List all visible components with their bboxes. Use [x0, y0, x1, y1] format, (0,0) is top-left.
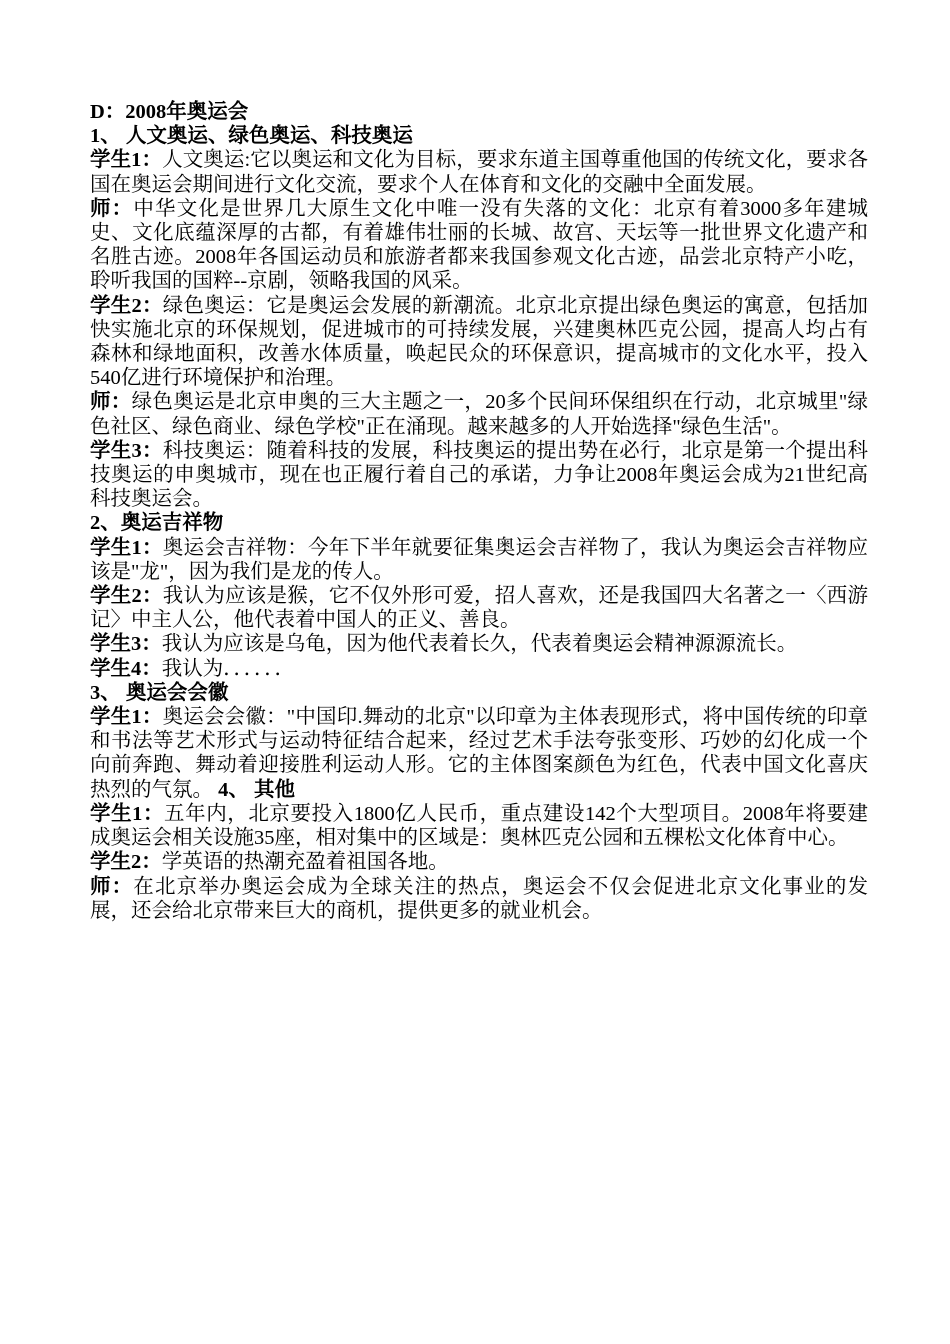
- paragraph: [90, 875, 868, 923]
- section-heading: 3、 奥运会会徽: [90, 681, 229, 704]
- speaker-label: 学生2：: [90, 294, 163, 317]
- paragraph-text: 奥运会会徽："中国印.舞动的北京"以印章为主体表现形式，将中国传统的印章和书法等艺术形式与运动特征结合起来，经过艺术手法夸张变形、巧妙的幻化成一个向前奔跑、舞动着迎接胜利运动人形。它的主体图案颜色为红色，代表中国文化喜庆热烈的气氛。: [90, 706, 869, 801]
- paragraph: [90, 850, 868, 874]
- speaker-label: 学生2：: [90, 851, 162, 874]
- speaker-label: 学生1：: [90, 706, 163, 729]
- paragraph: [90, 148, 868, 196]
- paragraph: [90, 536, 868, 584]
- paragraph-text: 科技奥运：随着科技的发展，科技奥运的提出势在必行，北京是第一个提出科技奥运的申奥城市，现在也正履行着自己的承诺，力争让2008年奥运会成为21世纪高科技奥运会。: [90, 439, 868, 511]
- document-title: D：2008年奥运会: [90, 101, 249, 123]
- paragraph-text: 绿色奥运：它是奥运会发展的新潮流。北京北京提出绿色奥运的寓意，包括加快实施北京的环保规划，促进城市的可持续发展，兴建奥林匹克公园，提高人均占有森林和绿地面积，改善水体质量，唤起民众的环保意识，提高城市的文化水平，投入540亿进行环境保护和治理。: [90, 294, 868, 390]
- paragraph-text: 五年内，北京要投入1800亿人民币，重点建设142个大型项目。2008年将要建成奥运会相关设施35座，相对集中的区域是：奥林匹克公园和五棵松文化体育中心。: [90, 802, 869, 850]
- paragraph-text: 我认为应该是猴，它不仅外形可爱，招人喜欢，还是我国四大名著之一〈西游记〉中主人公，他代表着中国人的正义、善良。: [90, 585, 868, 632]
- paragraph: [90, 657, 868, 681]
- section-heading: 1、 人文奥运、绿色奥运、科技奥运: [90, 125, 413, 148]
- speaker-label: 学生1：: [90, 802, 165, 825]
- speaker-label: 学生3：: [90, 633, 162, 656]
- speaker-label: 学生2：: [90, 585, 163, 608]
- paragraph-text: 中华文化是世界几大原生文化中唯一没有失落的文化：北京有着3000多年建城史、文化底蕴深厚的古都，有着雄伟壮丽的长城、故宫、天坛等一批世界文化遗产和名胜古迹。2008年各国运动员和旅游者都来我国参观文化古迹，品尝北京特产小吃，聆听我国的国粹--京剧，领略我国的风采。: [90, 197, 869, 293]
- paragraph-text: 我认为．．．．．．: [161, 657, 295, 680]
- paragraph: [90, 294, 868, 391]
- paragraph: [90, 802, 868, 850]
- paragraph-text: 学英语的热潮充盈着祖国各地。: [161, 851, 449, 874]
- paragraph-text: 我认为应该是乌龟，因为他代表着长久，代表着奥运会精神源源流长。: [161, 633, 798, 656]
- paragraph-text: 绿色奥运是北京申奥的三大主题之一，20多个民间环保组织在行动，北京城里"绿色社区、绿色商业、绿色学校"正在涌现。越来越多的人开始选择"绿色生活"。: [90, 391, 868, 438]
- speaker-label: 学生4：: [90, 657, 162, 680]
- paragraph: [90, 584, 868, 632]
- speaker-label: 师：: [90, 875, 134, 898]
- paragraph: [90, 705, 868, 802]
- speaker-label: 学生1：: [90, 536, 163, 559]
- speaker-label: 学生3：: [90, 439, 163, 462]
- paragraph: [90, 439, 868, 512]
- section-heading: 2、奥运吉祥物: [90, 512, 224, 535]
- speaker-label: 学生1：: [90, 149, 163, 172]
- inline-section-heading: 4、 其他: [218, 778, 295, 801]
- speaker-label: 师：: [90, 391, 132, 414]
- paragraph-text: 在北京举办奥运会成为全球关注的热点，奥运会不仅会促进北京文化事业的发展，还会给北京带来巨大的商机，提供更多的就业机会。: [90, 875, 869, 922]
- paragraph: [90, 632, 868, 656]
- paragraph-text: 奥运会吉祥物：今年下半年就要征集奥运会吉祥物了，我认为奥运会吉祥物应该是"龙"，因为我们是龙的传人。: [90, 536, 868, 583]
- paragraph: [90, 390, 868, 438]
- paragraph-text: 人文奥运:它以奥运和文化为目标，要求东道主国尊重他国的传统文化，要求各国在奥运会期间进行文化交流，要求个人在体育和文化的交融中全面发展。: [90, 149, 868, 196]
- speaker-label: 师：: [90, 197, 134, 220]
- paragraph: [90, 197, 868, 294]
